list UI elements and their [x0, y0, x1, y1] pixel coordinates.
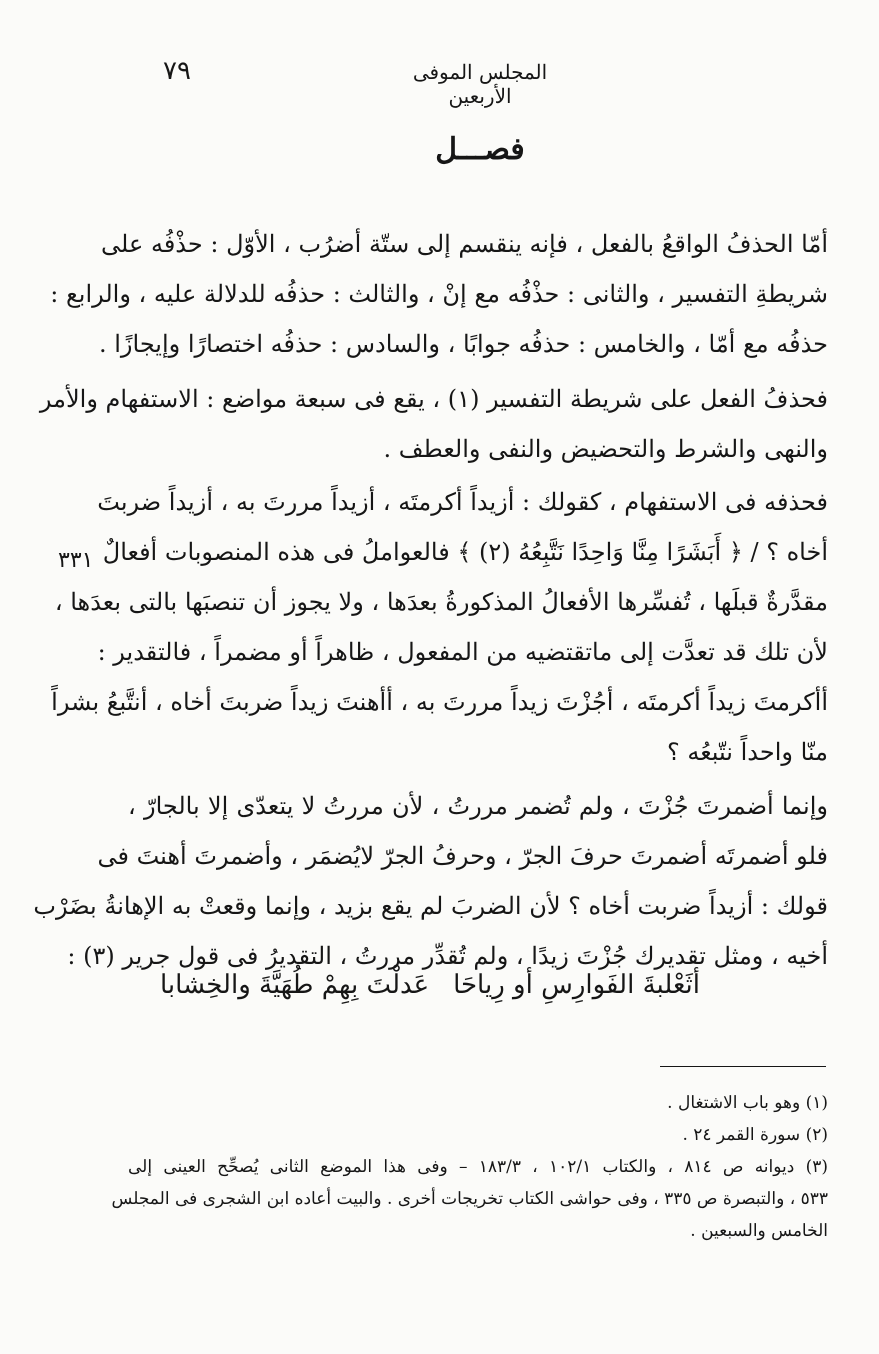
verse-second-hemistich: عَدلْتَ بِهِمْ طُهَيَّةَ والخِشابا: [160, 970, 430, 1000]
text-line: أخاه ؟ / ﴿ أَبَشَرًا مِنَّا وَاحِدًا نَتَّبِعُهُ (٢) ﴾ فالعواملُ فى هذه المنصوبات أفعالٌ: [102, 538, 828, 566]
text-line: فحذفُ الفعل على شريطة التفسير (١) ، يقع فى سبعة مواضع : الاستفهام والأمر: [39, 385, 828, 413]
footnote: ٥٣٣ ، والتبصرة ص ٣٣٥ ، وفى حواشى الكتاب تخريجات أخرى . والبيت أعاده ابن الشجرى فى المجلس: [111, 1189, 828, 1209]
text-line: قولك : أزيداً ضربت أخاه ؟ لأن الضربَ لم يقع بزيد ، وإنما وقعتْ به الإهانةُ بضَرْب: [33, 892, 828, 920]
text-line: أمّا الحذفُ الواقعُ بالفعل ، فإنه ينقسم إلى ستّة أضرُب ، الأوّل : حذْفُه على: [101, 230, 828, 258]
footnote: (١) وهو باب الاشتغال .: [667, 1093, 828, 1113]
footnote: (٢) سورة القمر ٢٤ .: [682, 1125, 828, 1145]
text-line: حذفُه مع أمّا ، والخامس : حذفُه جوابًا ، والسادس : حذفُه اختصارًا وإيجازًا .: [98, 330, 828, 358]
footnote: (٣) ديوانه ص ٨١٤ ، والكتاب ١٠٢/١ ، ١٨٣/٣ – وفى هذا الموضع الثانى يُصحِّح العينى إلى: [128, 1157, 829, 1177]
running-title: المجلس الموفى الأربعين: [412, 60, 548, 108]
text-line: وإنما أضمرتَ جُزْتَ ، ولم تُضمر مررتُ ، لأن مررتُ لا يتعدّى إلا بالجارّ ،: [128, 792, 828, 820]
text-line: منّا واحداً نتّبعُه ؟: [666, 738, 828, 766]
text-line: والنهى والشرط والتحضيض والنفى والعطف .: [383, 435, 828, 463]
verse-first-hemistich: أثَعْلبةَ الفَوارِسِ أو رِياحَا: [453, 970, 700, 1000]
text-line: مقدَّرةٌ قبلَها ، تُفسِّرها الأفعالُ المذكورةُ بعدَها ، ولا يجوز أن تنصبَها بالتى بعدَها ،: [54, 588, 828, 616]
text-line: شريطةِ التفسير ، والثانى : حذْفُه مع إنْ ، والثالث : حذفُه للدلالة عليه ، والرابع :: [50, 280, 828, 308]
margin-note: ٣٣١: [58, 548, 94, 573]
footnote: الخامس والسبعين .: [690, 1221, 828, 1241]
text-line: فلو أضمرتَه أضمرتَ حرفَ الجرّ ، وحرفُ الجرّ لايُضمَر ، وأضمرتَ أهنتَ فى: [97, 842, 828, 870]
text-line: لأن تلك قد تعدَّت إلى ماتقتضيه من المفعول ، ظاهراً أو مضمراً ، فالتقدير :: [97, 638, 828, 666]
section-title: فصـــل: [435, 132, 525, 167]
footnote-rule: [660, 1066, 826, 1067]
text-line: أأكرمتَ زيداً أكرمتَه ، أجُزْتَ زيداً مررتَ به ، أأهنتَ زيداً ضربتَ أخاه ، أنتَّبعُ بشراً: [51, 688, 828, 716]
text-line: فحذفه فى الاستفهام ، كقولك : أزيداً أكرمتَه ، أزيداً مررتَ به ، أزيداً ضربتَ: [97, 488, 828, 516]
page-number: ٧٩: [163, 56, 191, 86]
verse: [160, 970, 700, 1022]
text-line: أخيه ، ومثل تقديرك جُزْتَ زيدًا ، ولم تُقدِّر مررتُ ، التقديرُ فى قول جرير (٣) :: [67, 942, 828, 970]
